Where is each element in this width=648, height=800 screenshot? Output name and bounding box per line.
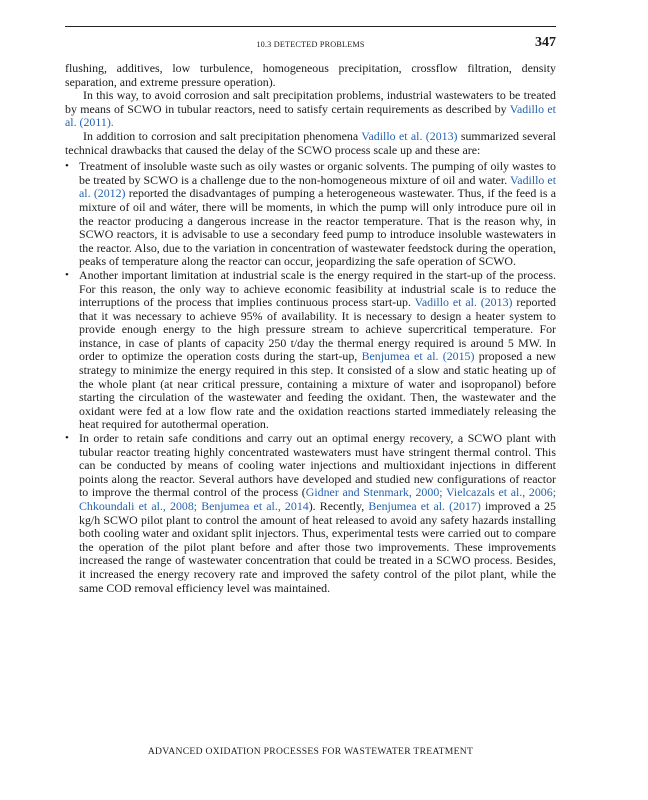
- list-item: • Another important limitation at industrial scale is the energy required in the start-up of the process. For this reason, the only way to achieve economic feasibility at industrial scale is to reduce the interruptions of the process that implies continuous process start-up. Vadillo et al. (2013) reported that it was necessary to achieve 95% of availability. It is necessary to design a heater system to provide enough energy to the high pressure stream to achieve supercritical temperature. For instance, in case of plants of capacity 250 t/day the thermal energy required is around 5 MW. In order to optimize the operation costs during the start-up, Benjumea et al. (2015) proposed a new strategy to minimize the energy required in this step. It consisted of a slow and static heating up of the whole plant (at near critical pressure, containing a mixture of water and isopropanol) before starting the circulation of the wastewater and feeding the oxidant. Then, the wastewater and the oxidant were fed at a low flow rate and the oxidation reactions started immediately releasing the heat required for autothermal operation.: [65, 267, 556, 432]
- paragraph-continuation: flushing, additives, low turbulence, homogeneous precipitation, crossflow filtration, density separation, and extreme pressure operation).: [65, 61, 556, 89]
- citation-link[interactable]: Benjumea et al. (2015): [361, 349, 475, 364]
- paragraph-drawbacks: In addition to corrosion and salt precipitation phenomena Vadillo et al. (2013) summarized several technical drawbacks that caused the delay of the SCWO process scale up and these are:: [65, 128, 556, 157]
- page-footer: ADVANCED OXIDATION PROCESSES FOR WASTEWATER TREATMENT: [147, 746, 474, 757]
- citation-link[interactable]: Vadillo et al. (2012): [79, 172, 556, 201]
- paragraph-requirements: In this way, to avoid corrosion and salt precipitation problems, industrial wastewaters to be treated by means of SCWO in tubular reactors, need to satisfy certain requirements as described by Vadillo et al. (2011).: [65, 88, 556, 130]
- body-text: [65, 62, 556, 595]
- bullet-icon: •: [65, 268, 69, 281]
- page-number: 347: [535, 35, 556, 50]
- list-item: • In order to retain safe conditions and carry out an optimal energy recovery, a SCWO plant with tubular reactor treating highly concentrated wastewaters must have stringent thermal control. This can be conducted by means of cooling water injections and multioxidant injections in different points along the reactor. Several authors have developed and studied new configurations of reactor to improve the thermal control of the process (Gidner and Stenmark, 2000; Vielcazals et al., 2006; Chkoundali et al., 2008; Benjumea et al., 2014). Recently, Benjumea et al. (2017) improved a 25 kg/h SCWO pilot plant to control the amount of heat released to avoid any safety hazards installing both cooling water and oxidant split injectors. Thus, experimental tests were carried out to compare the operation of the pilot plant before and after those two improvements. These improvements increased the range of wastewater concentration that could be treated in a SCWO process. Besides, it increased the energy recovery rate and improved the safety control of the pilot plant, while the same COD removal efficiency level was maintained.: [65, 431, 557, 595]
- drawbacks-list: [65, 160, 556, 595]
- citation-link[interactable]: Vadillo et al. (2013): [414, 295, 513, 310]
- running-head: 10.3 DETECTED PROBLEMS: [256, 40, 365, 49]
- citation-link[interactable]: Vadillo et al. (2011).: [65, 101, 556, 130]
- header-rule: [65, 26, 556, 27]
- bullet-icon: •: [65, 160, 69, 173]
- page-header: [65, 26, 556, 56]
- list-item: • Treatment of insoluble waste such as oily wastes or organic solvents. The pumping of oily wastes to be treated by SCWO is a challenge due to the non-homogeneous mixture of oil and water. Vadillo et al. (2012) reported the disadvantages of pumping a heterogeneous wastewater. Thus, if the feed is a mixture of oil and wáter, there will be moments, in which the pump will only introduce pure oil in the reactor producing a dangerous increase in the reactor temperature. That is the reason why, in SCWO reactors, it is advisable to use a secondary feed pump to introduce insoluble wastewaters in the reactor. Also, due to the variation in concentration of wastewater feedstock during the operation, peaks of temperature along the reactor can occur, jeopardizing the safe operation of SCWO.: [65, 159, 556, 269]
- citation-link[interactable]: Benjumea et al. (2017): [368, 499, 481, 513]
- citation-link[interactable]: Vadillo et al. (2013): [361, 128, 458, 143]
- citation-link[interactable]: Gidner and Stenmark, 2000; Vielcazals et al., 2006; Chkoundali et al., 2008; Benjumea et al., 2014: [79, 485, 557, 513]
- bullet-icon: •: [65, 432, 69, 445]
